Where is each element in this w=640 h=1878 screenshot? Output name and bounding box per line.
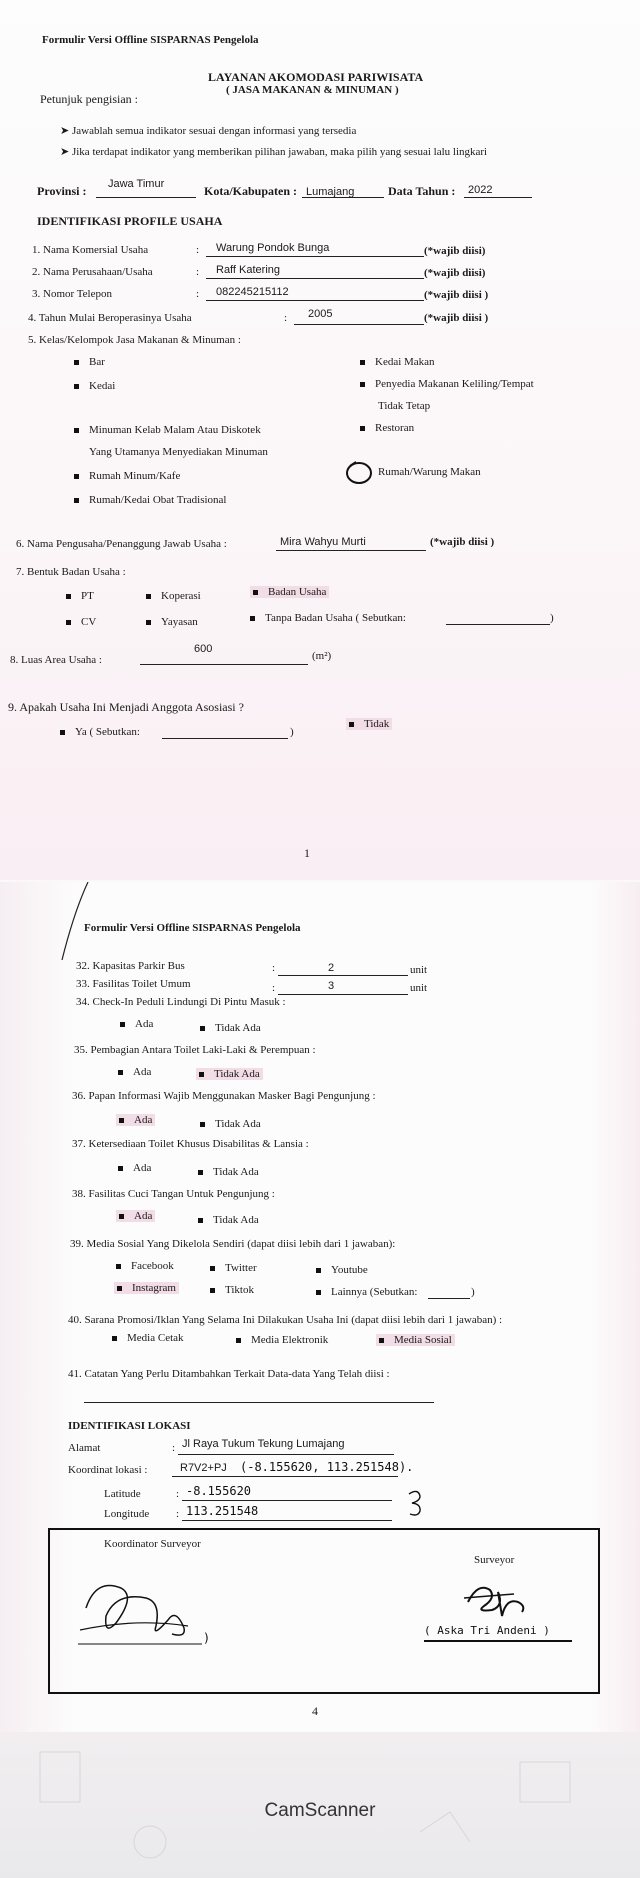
- surveyor-label: Surveyor: [474, 1554, 515, 1566]
- q39-option-tiktok[interactable]: Tiktok: [210, 1284, 254, 1296]
- q38-option-ada[interactable]: Ada: [116, 1210, 155, 1222]
- q4-required-note: (*wajib diisi ): [424, 312, 489, 324]
- instructions-label: Petunjuk pengisian :: [40, 92, 138, 106]
- q7-option-pt[interactable]: PT: [66, 590, 94, 602]
- q2-required-note: (*wajib diisi): [424, 267, 486, 279]
- q7-option-yayasan[interactable]: Yayasan: [146, 616, 198, 628]
- provinsi-label: Provinsi :: [37, 184, 87, 198]
- q34-option-tidak-ada[interactable]: Tidak Ada: [200, 1022, 261, 1034]
- q6-required-note: (*wajib diisi ): [430, 536, 495, 548]
- q39-label: 39. Media Sosial Yang Dikelola Sendiri (dapat diisi lebih dari 1 jawaban):: [70, 1238, 396, 1250]
- q39-option-youtube[interactable]: Youtube: [316, 1264, 368, 1276]
- title-sub: ( JASA MAKANAN & MINUMAN ): [226, 84, 399, 96]
- form-title: Formulir Versi Offline SISPARNAS Pengelola: [84, 922, 301, 934]
- circle-mark-icon: [344, 460, 374, 486]
- q33-value: 3: [328, 980, 335, 992]
- q5-option-penyedia-keliling-cont: Tidak Tetap: [378, 400, 431, 412]
- q1-value: Warung Pondok Bunga: [216, 242, 330, 254]
- form-page-1: Formulir Versi Offline SISPARNAS Pengelola LAYANAN AKOMODASI PARIWISATA ( JASA MAKANAN & MINUMAN ) Petunjuk pengisian : ➤ Jawablah semua indikator sesuai dengan informasi yang tersedia ➤ Jika terdapat indikator yang memberikan pilihan jawaban, maka pilih yang sesuai lalu lingkari Provinsi : Jawa Timur Kota/Kabupaten : Lumajang Data Tahun : 2022 IDENTIFIKASI PROFILE USAHA 1. Nama Komersial Usaha : Warung Pondok Bunga (*wajib diisi) 2. Nama Perusahaan/Usaha : Raff Katering (*wajib diisi) 3. Nomor Telepon : 082245215112 (*wajib diisi ) 4. Tahun Mulai Beroperasinya Usaha : 2005 (*wajib diisi ) 5. Kelas/Kelompok Jasa Makanan & Minuman : Bar Kedai Minuman Kelab Malam Atau Diskotek Yang Utamanya Menyediakan Minuman Rumah Minum/Kafe Rumah/Kedai Obat Tradisional Kedai Makan Penyedia Makanan Keliling/Tempat Tidak Tetap Restoran Rumah/Warung Makan 6. Nama Pengusaha/Penanggung Jawab Usaha : Mira Wahyu Murti (*wajib diisi ) 7. Bentuk Badan Usaha : PT Koperasi Badan Usaha CV Yayasan Tanpa Badan Usaha ( Sebutkan: ) 8. Luas Area Usaha : 600 (m²) 9. Apakah Usaha Ini Menjadi Anggota Asosiasi ? Ya ( Sebutkan: ) Tidak 1: [0, 0, 640, 880]
- q5-option-kedai[interactable]: Kedai: [74, 380, 115, 392]
- q33-label: 33. Fasilitas Toilet Umum: [76, 978, 191, 990]
- q6-value: Mira Wahyu Murti: [280, 536, 366, 548]
- q41-label: 41. Catatan Yang Perlu Ditambahkan Terkait Data-data Yang Telah diisi :: [68, 1368, 390, 1380]
- q5-option-kedai-makan[interactable]: Kedai Makan: [360, 356, 435, 368]
- q40-option-media-sosial[interactable]: Media Sosial: [376, 1334, 455, 1346]
- q8-unit: (m²): [312, 650, 332, 662]
- section-profile-heading: IDENTIFIKASI PROFILE USAHA: [37, 214, 223, 228]
- q6-label: 6. Nama Pengusaha/Penanggung Jawab Usaha :: [16, 538, 227, 550]
- provinsi-value: Jawa Timur: [108, 178, 165, 190]
- longitude-label: Longitude: [104, 1508, 150, 1520]
- q5-option-minuman-kelab[interactable]: Minuman Kelab Malam Atau Diskotek: [74, 424, 261, 436]
- koordinator-signature: [76, 1568, 226, 1648]
- q1-required-note: (*wajib diisi): [424, 245, 486, 257]
- instruction-2: ➤ Jika terdapat indikator yang memberikan pilihan jawaban, maka pilih yang sesuai lalu lingkari: [60, 146, 488, 158]
- q36-option-tidak-ada[interactable]: Tidak Ada: [200, 1118, 261, 1130]
- q1-label: 1. Nama Komersial Usaha: [32, 244, 149, 256]
- q5-option-restoran[interactable]: Restoran: [360, 422, 414, 434]
- q32-label: 32. Kapasitas Parkir Bus: [76, 960, 185, 972]
- surveyor-name: ( Aska Tri Andeni ): [424, 1624, 550, 1637]
- q40-option-media-elektronik[interactable]: Media Elektronik: [236, 1334, 328, 1346]
- q9-option-tidak[interactable]: Tidak: [346, 718, 392, 730]
- q5-option-minuman-kelab-cont: Yang Utamanya Menyediakan Minuman: [89, 446, 268, 458]
- q3-required-note: (*wajib diisi ): [424, 289, 489, 301]
- q5-option-rumah-minum[interactable]: Rumah Minum/Kafe: [74, 470, 180, 482]
- kota-value: Lumajang: [306, 186, 355, 198]
- q40-option-media-cetak[interactable]: Media Cetak: [112, 1332, 184, 1344]
- q39-option-facebook[interactable]: Facebook: [116, 1260, 174, 1272]
- scanner-brand: CamScanner: [264, 1800, 376, 1821]
- q9-label: 9. Apakah Usaha Ini Menjadi Anggota Asosiasi ?: [8, 700, 244, 714]
- q7-option-koperasi[interactable]: Koperasi: [146, 590, 201, 602]
- arrow-bullet-icon: ➤: [60, 146, 72, 158]
- q37-label: 37. Ketersediaan Toilet Khusus Disabilitas & Lansia :: [72, 1138, 309, 1150]
- longitude-value: 113.251548: [186, 1504, 259, 1518]
- latitude-value: -8.155620: [186, 1484, 252, 1498]
- q7-option-tanpa-badan-usaha[interactable]: Tanpa Badan Usaha ( Sebutkan:: [250, 612, 406, 624]
- q9-option-ya[interactable]: Ya ( Sebutkan:: [60, 726, 140, 738]
- q35-option-ada[interactable]: Ada: [118, 1066, 151, 1078]
- q4-value: 2005: [308, 308, 333, 320]
- q2-value: Raff Katering: [216, 264, 281, 276]
- section-lokasi-heading: IDENTIFIKASI LOKASI: [68, 1420, 191, 1432]
- page-number: 4: [312, 1704, 318, 1718]
- handwritten-mark-icon: [406, 1490, 426, 1518]
- q36-label: 36. Papan Informasi Wajib Menggunakan Masker Bagi Pengunjung :: [72, 1090, 376, 1102]
- q39-option-instagram[interactable]: Instagram: [114, 1282, 179, 1294]
- alamat-value: Jl Raya Tukum Tekung Lumajang: [182, 1438, 345, 1450]
- q5-option-penyedia-keliling[interactable]: Penyedia Makanan Keliling/Tempat: [360, 378, 534, 390]
- q37-option-tidak-ada[interactable]: Tidak Ada: [198, 1166, 259, 1178]
- koordinat-handwritten: (-8.155620, 113.251548).: [240, 1460, 414, 1474]
- q34-option-ada[interactable]: Ada: [120, 1018, 153, 1030]
- form-page-4: Formulir Versi Offline SISPARNAS Pengelola 32. Kapasitas Parkir Bus : 2 unit 33. Fasilitas Toilet Umum : 3 unit 34. Check-In Peduli Lindungi Di Pintu Masuk : Ada Tidak Ada 35. Pembagian Antara Toilet Laki-Laki & Perempuan : Ada Tidak Ada 36. Papan Informasi Wajib Menggunakan Masker Bagi Pengunjung : Ada Tidak Ada 37. Ketersediaan Toilet Khusus Disabilitas & Lansia : Ada Tidak Ada 38. Fasilitas Cuci Tangan Untuk Pengunjung : Ada Tidak Ada 39. Media Sosial Yang Dikelola Sendiri (dapat diisi lebih dari 1 jawaban): Facebook Twitter Youtube Instagram Tiktok Lainnya (Sebutkan: ) 40. Sarana Promosi/Iklan Yang Selama Ini Dilakukan Usaha Ini (dapat diisi lebih dari 1 jawaban) : Media Cetak Media Elektronik Media Sosial 41. Catatan Yang Perlu Ditambahkan Terkait Data-data Yang Telah diisi : IDENTIFIKASI LOKASI Alamat : Jl Raya Tukum Tekung Lumajang Koordinat lokasi : R7V2+PJ (-8.155620, 113.251548). Latitude : -8.155620 Longitude : 113.251548 Koordinator Surveyor Surveyor ) ( Aska Tri Andeni ) 4: [0, 882, 640, 1732]
- q40-label: 40. Sarana Promosi/Iklan Yang Selama Ini Dilakukan Usaha Ini (dapat diisi lebih dari 1 jawaban) :: [68, 1314, 503, 1326]
- alamat-label: Alamat: [68, 1442, 101, 1454]
- q34-label: 34. Check-In Peduli Lindungi Di Pintu Masuk :: [76, 996, 286, 1008]
- q8-value: 600: [194, 643, 213, 655]
- q35-label: 35. Pembagian Antara Toilet Laki-Laki & Perempuan :: [74, 1044, 316, 1056]
- q7-option-badan-usaha[interactable]: Badan Usaha: [250, 586, 329, 598]
- q5-option-bar[interactable]: Bar: [74, 356, 105, 368]
- q39-option-lainnya[interactable]: Lainnya (Sebutkan:: [316, 1286, 417, 1298]
- q37-option-ada[interactable]: Ada: [118, 1162, 151, 1174]
- svg-text:): ): [204, 1631, 209, 1645]
- q36-option-ada[interactable]: Ada: [116, 1114, 155, 1126]
- q39-option-twitter[interactable]: Twitter: [210, 1262, 257, 1274]
- tahun-label: Data Tahun :: [388, 184, 456, 198]
- q38-label: 38. Fasilitas Cuci Tangan Untuk Pengunjung :: [72, 1188, 275, 1200]
- q2-label: 2. Nama Perusahaan/Usaha: [32, 266, 153, 278]
- q5-option-obat-tradisional[interactable]: Rumah/Kedai Obat Tradisional: [74, 494, 227, 506]
- q7-option-cv[interactable]: CV: [66, 616, 96, 628]
- title-main: LAYANAN AKOMODASI PARIWISATA: [208, 70, 424, 84]
- q4-label: 4. Tahun Mulai Beroperasinya Usaha: [28, 312, 192, 324]
- q38-option-tidak-ada[interactable]: Tidak Ada: [198, 1214, 259, 1226]
- q3-value: 082245215112: [216, 286, 289, 298]
- surveyor-signature: [456, 1572, 546, 1622]
- koordinat-label: Koordinat lokasi :: [68, 1464, 148, 1476]
- tahun-value: 2022: [468, 184, 493, 196]
- form-title: Formulir Versi Offline SISPARNAS Pengelola: [42, 34, 259, 46]
- kota-label: Kota/Kabupaten :: [204, 184, 298, 198]
- q8-label: 8. Luas Area Usaha :: [10, 654, 102, 666]
- q5-option-rumah-warung-makan[interactable]: Rumah/Warung Makan: [378, 466, 481, 478]
- latitude-label: Latitude: [104, 1488, 141, 1500]
- q3-label: 3. Nomor Telepon: [32, 288, 112, 300]
- koordinator-label: Koordinator Surveyor: [104, 1538, 201, 1550]
- q7-label: 7. Bentuk Badan Usaha :: [16, 566, 126, 578]
- q5-label: 5. Kelas/Kelompok Jasa Makanan & Minuman :: [28, 334, 241, 346]
- page-number: 1: [304, 846, 310, 860]
- arrow-bullet-icon: ➤: [60, 125, 72, 137]
- instruction-1: ➤ Jawablah semua indikator sesuai dengan informasi yang tersedia: [60, 125, 357, 137]
- koordinat-value: R7V2+PJ: [180, 1462, 227, 1474]
- q35-option-tidak-ada[interactable]: Tidak Ada: [196, 1068, 263, 1080]
- q32-value: 2: [328, 962, 335, 974]
